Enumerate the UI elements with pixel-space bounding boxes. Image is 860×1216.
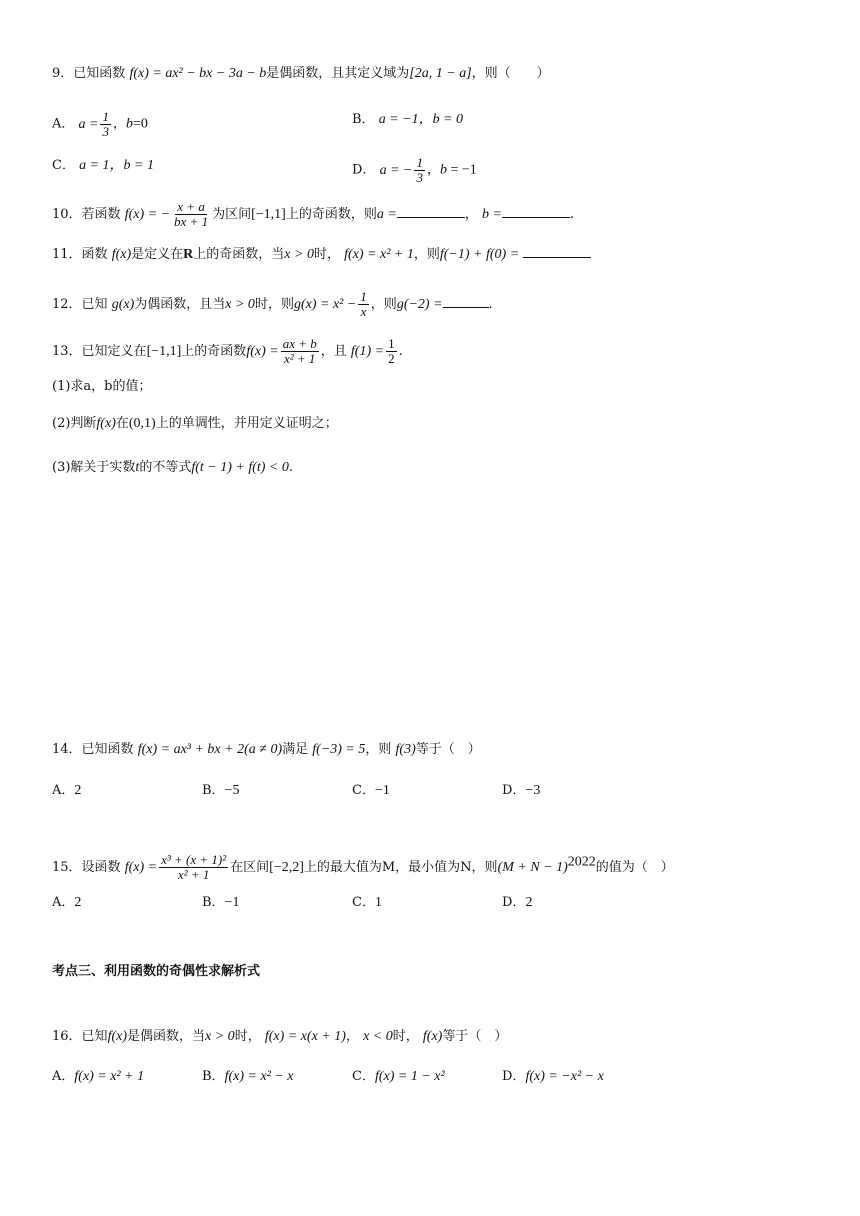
q13-part-1-text: (1)求a，b的值；: [52, 379, 152, 394]
section-heading: 考点三、利用函数的奇偶性求解析式: [52, 964, 261, 979]
q14-ask: f(3): [395, 742, 416, 757]
q13-condition: f(1) =: [350, 344, 385, 359]
q14-condition: f(−3) = 5: [312, 742, 366, 757]
q13-part-2-post: 上的单调性，并用定义证明之；: [155, 416, 338, 431]
q15-exponent: 2022: [567, 854, 596, 870]
q15-function: f(x) =: [124, 860, 158, 875]
q15-option-a[interactable]: [52, 893, 81, 913]
q15-fraction: $\frac{\text{x³ + (x + 1)²}}{\text{x² + 1}}$: [161, 852, 227, 882]
question-15: [52, 853, 674, 882]
q14-text-mid: 满足: [282, 742, 309, 757]
option-text: −1: [374, 783, 390, 798]
period: .: [288, 460, 294, 475]
q10-b-label: b =: [481, 207, 502, 222]
separator: ，: [464, 207, 478, 222]
q10-a-blank[interactable]: [397, 205, 465, 218]
q13-part-3: [52, 458, 293, 478]
question-number: 12．: [52, 297, 82, 312]
option-text: 2: [74, 895, 82, 910]
q10-b-blank[interactable]: [502, 205, 570, 218]
q16-option-a[interactable]: [52, 1067, 144, 1087]
question-number: 10．: [52, 207, 82, 222]
option-text: a = $\frac{1}{3}$: [78, 109, 109, 139]
q12-condition: x > 0: [225, 297, 255, 312]
q15-text-pre: 设函数: [81, 860, 121, 875]
q13-part-2: [52, 414, 338, 434]
q12-ask: g(−2) =: [396, 297, 443, 312]
q15-text-mid2: 上的最大值为M，最小值为N，则: [303, 860, 498, 875]
option-label: B．: [202, 1069, 225, 1084]
option-text: a = 1，b = 1: [79, 158, 154, 173]
option-text: 2: [525, 895, 533, 910]
q11-text-4: ，则: [413, 247, 440, 262]
question-12: [52, 290, 493, 319]
option-label: B．: [202, 895, 225, 910]
option-text: −1: [224, 895, 240, 910]
option-text: −5: [224, 783, 240, 798]
q9-text-pre: 已知函数: [73, 66, 126, 81]
q14-text-post: 等于（ ）: [415, 742, 481, 757]
q13-part-2-mid: 在: [115, 416, 129, 431]
question-11: [52, 245, 591, 265]
q10-text-post: 上的奇函数，则: [285, 207, 377, 222]
q12-text-1: 为偶函数，且当: [134, 297, 226, 312]
q16-text-1: 是偶函数，当: [127, 1029, 206, 1044]
option-label: D．: [352, 162, 376, 178]
q16-option-b[interactable]: [202, 1067, 294, 1087]
q9-option-b[interactable]: [352, 110, 463, 130]
q16-condition-2: x < 0: [363, 1029, 393, 1044]
q12-answer-blank[interactable]: [443, 295, 489, 308]
q13-part-3-mid: 的不等式: [139, 460, 192, 475]
q14-option-d[interactable]: [502, 781, 540, 801]
q9-option-a[interactable]: A． a = $\frac{1}{3}$ ，b=0: [52, 109, 148, 139]
option-text: f(x) = x² + 1: [74, 1069, 145, 1084]
q15-ask: (M + N − 1): [497, 860, 568, 875]
q13-function: f(x) =: [246, 344, 279, 359]
q14-text-pre: 已知函数: [81, 742, 134, 757]
q13-part-2-pre: (2)判断: [52, 416, 97, 431]
question-13: [52, 337, 403, 366]
period: .: [398, 344, 403, 359]
period: .: [488, 297, 493, 312]
question-16: [52, 1027, 507, 1047]
q12-text-2: 时，则: [254, 297, 294, 312]
q11-expression: f(x) = x² + 1: [344, 247, 414, 262]
q13-interval: [−1,1]: [146, 344, 182, 359]
question-10: [52, 200, 574, 229]
q15-option-c[interactable]: [352, 893, 382, 913]
question-number: 15．: [52, 860, 82, 875]
option-label: B．: [202, 783, 225, 798]
option-text: f(x) = x² − x: [224, 1069, 294, 1084]
q14-option-b[interactable]: [202, 781, 239, 801]
q12-fraction: $\frac{1}{x}$: [360, 289, 367, 319]
period: .: [569, 207, 575, 222]
option-label: C．: [352, 895, 375, 910]
q14-expression: f(x) = ax³ + bx + 2(a ≠ 0): [137, 742, 283, 757]
q14-text-mid2: ，则: [365, 742, 392, 757]
real-set: R: [183, 247, 194, 262]
q16-text-3: ，: [345, 1029, 359, 1044]
q11-answer-blank[interactable]: [523, 245, 591, 258]
option-text: a = −1，b = 0: [378, 112, 464, 127]
q11-condition: x > 0: [284, 247, 314, 262]
q16-condition: x > 0: [205, 1029, 235, 1044]
option-text: a = − $\frac{1}{3}$: [379, 155, 423, 185]
option-label: A．: [52, 895, 75, 910]
q15-text-mid: 在区间: [230, 860, 270, 875]
option-text: 2: [74, 783, 82, 798]
q16-text-4: 时，: [392, 1029, 419, 1044]
q13-part-3-pre: (3)解关于实数: [52, 460, 136, 475]
q15-text-post: 的值为（ ）: [595, 860, 674, 875]
q16-function-2: f(x): [422, 1029, 443, 1044]
q12-text-pre: 已知: [81, 297, 108, 312]
option-label: A．: [52, 1069, 75, 1084]
q12-function: g(x): [111, 297, 135, 312]
q9-option-c[interactable]: [52, 156, 154, 176]
q9-text-post: ，则（ ）: [471, 66, 550, 81]
q11-text-2: 上的奇函数，当: [193, 247, 285, 262]
q13-text-pre: 已知定义在: [81, 344, 147, 359]
question-number: 9．: [52, 66, 74, 81]
q12-expression: g(x) = x² −: [293, 297, 357, 312]
option-label: A．: [52, 783, 75, 798]
q13-part-2-function: f(x): [96, 416, 116, 431]
question-number: 14．: [52, 742, 82, 757]
q16-option-c[interactable]: [352, 1067, 445, 1087]
q9-option-d[interactable]: D． a = − $\frac{1}{3}$ ，b = −1: [352, 155, 477, 185]
q13-part-3-var: t: [135, 460, 140, 475]
q10-text-pre: 若函数: [81, 207, 121, 222]
q13-text-mid2: ，且: [320, 344, 347, 359]
option-text: f(x) = 1 − x²: [374, 1069, 445, 1084]
q12-text-3: ，则: [370, 297, 397, 312]
option-text: f(x) = −x² − x: [525, 1069, 604, 1084]
q13-fraction: $\frac{ax + b}{\text{x² + 1}}$: [282, 336, 317, 366]
q13-cond-fraction: $\frac{1}{2}$: [388, 336, 395, 366]
question-number: 13．: [52, 344, 82, 359]
q11-ask: f(−1) + f(0) =: [439, 247, 520, 262]
q15-option-d[interactable]: [502, 893, 532, 913]
q16-expression: f(x) = x(x + 1): [264, 1029, 346, 1044]
q15-option-b[interactable]: [202, 893, 239, 913]
option-label: B．: [352, 112, 375, 127]
option-label: C．: [352, 1069, 375, 1084]
question-number: 11．: [52, 247, 82, 262]
q14-option-a[interactable]: [52, 781, 81, 801]
q16-text-pre: 已知: [81, 1029, 108, 1044]
option-label: D．: [502, 895, 526, 910]
q13-part-1: [52, 377, 152, 397]
q10-text-mid: 为区间: [212, 207, 252, 222]
question-9: [52, 64, 550, 84]
q11-function: f(x): [111, 247, 132, 262]
question-number: 16．: [52, 1029, 82, 1044]
q16-function: f(x): [107, 1029, 127, 1044]
q10-interval: [−1,1]: [251, 207, 286, 222]
q10-function: f(x) = −: [124, 207, 171, 222]
q11-text-pre: 函数: [81, 247, 108, 262]
q16-text-2: 时，: [234, 1029, 261, 1044]
question-14: [52, 740, 481, 760]
q11-text-3: 时，: [313, 247, 340, 262]
option-text: −3: [525, 783, 541, 798]
q9-domain: [2a, 1 − a]: [409, 66, 472, 81]
q13-text-mid: 上的奇函数: [181, 344, 247, 359]
q15-interval: [−2,2]: [269, 860, 304, 875]
q13-part-2-interval: (0,1): [128, 416, 156, 431]
q16-text-post: 等于（ ）: [442, 1029, 508, 1044]
option-label: A．: [52, 116, 75, 132]
option-label: C．: [352, 783, 375, 798]
q11-text-1: 是定义在: [131, 247, 184, 262]
option-text: 1: [374, 895, 382, 910]
q13-part-3-inequality: f(t − 1) + f(t) < 0: [191, 460, 289, 475]
q9-function: f(x) = ax² − bx − 3a − b: [129, 66, 267, 81]
option-label: C．: [52, 158, 75, 173]
q16-option-d[interactable]: [502, 1067, 604, 1087]
option-label: D．: [502, 1069, 526, 1084]
q10-a-label: a =: [376, 207, 397, 222]
q14-option-c[interactable]: [352, 781, 390, 801]
option-label: D．: [502, 783, 526, 798]
q10-fraction: $\frac{x + a}{bx + 1}$: [174, 199, 209, 229]
q9-text-mid: 是偶函数，且其定义域为: [266, 66, 410, 81]
